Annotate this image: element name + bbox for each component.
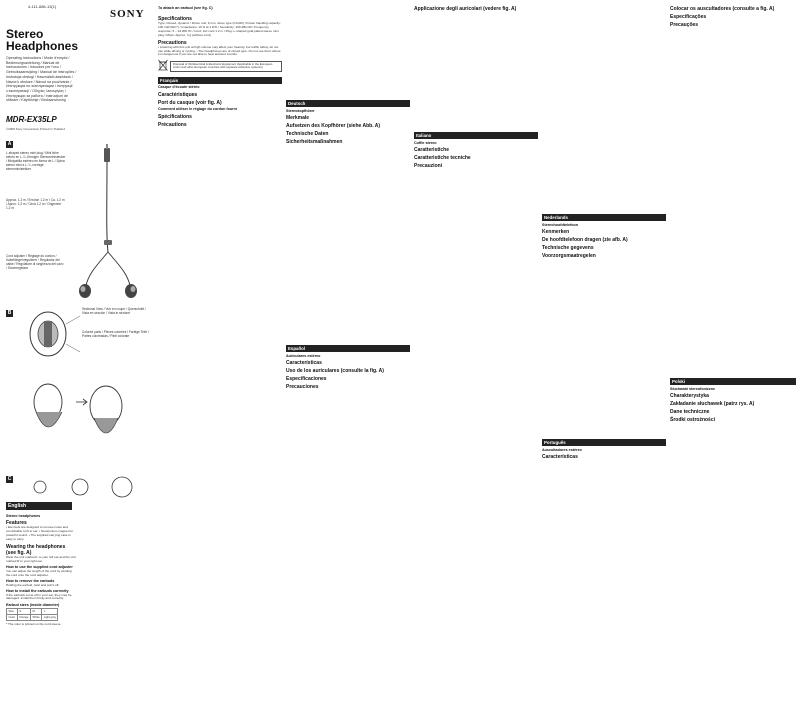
german-features-heading: Merkmale — [286, 115, 310, 122]
languages-line: instrucciones / Istruzioni per l'uso / — [6, 65, 61, 70]
spanish-precautions-heading: Precauciones — [286, 384, 319, 391]
brand-logo: SONY — [110, 8, 145, 20]
weee-notice — [158, 59, 282, 73]
dutch-features-heading: Kenmerken — [542, 229, 570, 236]
english-remove-heading: How to remove the earbuds — [6, 578, 55, 583]
text-column-3 — [286, 4, 410, 707]
italian-apply-heading: Applicazione degli auricolari (vedere fig. A) — [414, 6, 517, 12]
italian-product: Cuffie stereo — [414, 140, 437, 145]
earbud-section-illustration — [18, 304, 88, 366]
section-header-german: Deutsch — [286, 100, 410, 107]
polish-product: Słuchawki stereofoniczne — [670, 386, 716, 391]
table-cell: L — [42, 609, 58, 615]
german-product: Stereokopfhörer — [286, 108, 315, 113]
copyright: ©2008 Sony Corporation Printed in Thailand — [6, 127, 65, 131]
languages-line: Инструкции за работа / Instrucţiuni de — [6, 93, 69, 98]
dutch-wearing-heading: De hoofdtelefoon dragen (zie afb. A) — [542, 237, 628, 244]
figure-a-caption-length: Approx. 1.2 m / Environ 1,2 m / Ca. 1,2 m / Aprox. 1,2 m / Circa 1,2 m / Ongeveer 1,2 m — [6, 198, 65, 210]
spanish-spec-heading: Especificaciones — [286, 376, 327, 383]
portuguese-product: Auscultadores estéreo — [542, 447, 582, 452]
text-column-2 — [158, 4, 282, 707]
italian-spec-heading: Caratteristiche tecniche — [414, 155, 471, 162]
english-note: * The color is printed on the cord sleeve. — [6, 622, 62, 627]
english-text-column-a — [6, 512, 76, 704]
filler-line — [158, 10, 282, 14]
polish-wearing-heading: Zakładanie słuchawek (patrz rys. A) — [670, 401, 755, 408]
french-product: Casque d'écoute stéréo — [158, 85, 200, 90]
languages-line: Operating Instructions / Mode d'emploi / — [6, 56, 70, 60]
italian-precautions-heading: Precauzioni — [414, 163, 443, 170]
spec-heading: Specifications — [158, 15, 192, 22]
figure-c-badge: C — [7, 476, 12, 482]
precautions-text: • Listening with this unit at high volume may affect your hearing. For traffic safety, do not use while driving or cycling. • The headphones are of closed type. Do not use them where it is dangerous if you are not able to hear ambient sounds. — [158, 44, 281, 57]
text-column-6 — [670, 4, 796, 707]
earbud-sizes-illustration — [22, 474, 142, 500]
languages-list — [6, 56, 146, 103]
figure-b-badge: B — [7, 310, 12, 316]
portuguese-wearing-heading: Colocar os auscultadores (consulte a fig. A) — [670, 6, 775, 12]
english-install: If the earbuds come off in your ear, they may be damaged. Install them firmly and correctly. — [6, 592, 72, 601]
french-wearing-heading: Port du casque (voir fig. A) — [158, 99, 222, 106]
languages-line: Návod k obsluze / Návod na používanie / — [6, 79, 72, 84]
dutch-product: Stereohoofdtelefoon — [542, 222, 579, 227]
english-wearing: Wear the unit marked L to your left ear and the unit marked R to your right ear. — [6, 554, 76, 563]
spanish-features-heading: Características — [286, 360, 322, 367]
table-cell: White — [32, 614, 40, 619]
section-header-polish: Polski — [670, 378, 796, 385]
section-header-dutch: Nederlands — [542, 214, 666, 221]
english-product: Stereo headphones — [6, 513, 41, 518]
polish-precautions-heading: Środki ostrożności — [670, 417, 716, 424]
section-header-french: Français — [158, 77, 282, 84]
languages-line: Инструкция по эксплуатации / Інструкції — [6, 84, 73, 89]
table-cell: Color — [8, 614, 16, 619]
spanish-product: Auriculares estéreo — [286, 353, 321, 358]
languages-line: Instrukcja obsługi / Használati utasítások / — [6, 74, 73, 79]
earbud-size-table — [6, 608, 58, 621]
english-cord-heading: How to use the supplied cord adjuster — [6, 565, 73, 570]
table-cell: Light gray — [43, 614, 56, 619]
languages-line: Bedienungsanleitung / Manual de — [6, 60, 60, 65]
table-cell: Size — [7, 609, 18, 615]
text-column-4 — [414, 4, 538, 707]
table-cell: Orange — [19, 614, 29, 619]
portuguese-precautions-heading: Precauções — [670, 22, 699, 28]
german-safety-heading: Sicherheitsmaßnahmen — [286, 139, 343, 146]
headphones-illustration — [68, 144, 150, 304]
english-cord: You can adjust the length of the cord by winding the cord onto the cord adjuster. — [6, 568, 72, 577]
section-header-spanish: Español — [286, 345, 410, 352]
title-line-1: Stereo — [6, 27, 44, 41]
figure-b-caption-section: Sectional View / Vue en coupe / Querschnitt / Vista en sección / Vista in sezione — [82, 307, 146, 315]
earbud-attach-illustration — [16, 372, 146, 472]
crossed-bin-icon — [158, 59, 168, 71]
polish-features-heading: Charakterystyka — [670, 393, 709, 400]
polish-spec-heading: Dane techniczne — [670, 409, 710, 416]
languages-line: з експлуатації / Οδηγίες λειτουργίας / — [6, 88, 66, 93]
german-wearing-heading: Aufsetzen des Kopfhörer (siehe Abb. A) — [286, 123, 381, 130]
table-cell: M — [31, 609, 42, 615]
part-number: 4-111-686-13(1) — [28, 4, 57, 9]
english-table-heading: Earbud sizes (inside diameter) — [6, 602, 60, 607]
attach-earbud-heading: To attach an earbud (see fig. C) — [158, 5, 213, 10]
english-section-header: English — [6, 502, 72, 510]
french-spec-heading: Spécifications — [158, 113, 192, 120]
section-header-portuguese: Português — [542, 439, 666, 446]
spec-text: Type: Closed, dynamic / Driver unit: 9 mm, dome type (CCAW) / Power handling capacity: 100 mW (IEC*) / Impedance: 16 Ω at 1 kHz / Sensitivity: 100 dB/mW / Frequency response: 5 – 24,000 Hz / Cord: Litz cord 1.2 m / Plug: L-shaped gold-plated stereo mini plug / Mass: Approx. 3 g (without cord) — [158, 20, 281, 37]
english-install-heading: How to install the earbuds correctly — [6, 588, 69, 593]
figure-a-caption-adjuster: Cord adjuster / Réglage du cordon / Kabellängenregulierer / Regulador del cable / Regolatore di lunghezza del cavo / Snoerregelaar — [6, 254, 64, 270]
french-features-heading: Caractéristiques — [158, 91, 198, 98]
title-line-2: Headphones — [6, 39, 79, 53]
english-features-heading: Features — [6, 520, 27, 527]
figure-a-caption-plug: L-shaped stereo mini plug / Mini fiche stéréo en L / L-förmiger Stereoministecker / Minipatilla estéreo en forma de L / Spina stereo mini a L / L-vormige stereoministekker — [6, 151, 66, 171]
french-precautions-heading: Précautions — [158, 121, 187, 128]
french-cord-heading: Comment utiliser le réglage du cordon fourni — [158, 107, 237, 112]
weee-notice-text: Disposal of Old Electrical & Electronic Equipment (Applicable in the European Union and other European countries with separate collection systems) — [170, 61, 282, 72]
product-title — [6, 28, 78, 52]
precautions-heading: Precautions — [158, 39, 187, 46]
model-number: MDR-EX35LP — [6, 115, 57, 124]
table-cell: S — [17, 609, 30, 615]
dutch-spec-heading: Technische gegevens — [542, 245, 594, 252]
english-remove: Holding the earbud, twist and pull it off. — [6, 582, 60, 587]
english-features: • Ear buds are designed to remove noise and comfortable to fit in ear. • Neodymium magnet for powerful sound. • The supplied carrying case is easy to carry. — [6, 525, 74, 541]
text-column-5 — [542, 4, 666, 707]
german-spec-heading: Technische Daten — [286, 131, 329, 138]
portuguese-spec-heading: Especificações — [670, 14, 707, 20]
figure-b-caption-colored: Colored parts / Pièces colorées / Farbige Teile / Partes coloreadas / Parti colorate — [82, 330, 149, 338]
figure-a-badge: A — [7, 141, 12, 147]
english-wearing-heading: Wearing the headphones (see fig. A) — [6, 543, 66, 556]
dutch-precautions-heading: Voorzorgsmaatregelen — [542, 253, 596, 260]
languages-line: utilizare / Käyttöohje / Bruksanvisning — [6, 98, 66, 103]
spanish-wearing-heading: Uso de los auriculares (consulte la fig. A) — [286, 368, 384, 375]
languages-line: Gebruiksaanwijzing / Manual de instruções / — [6, 70, 77, 75]
cover-column — [6, 4, 154, 707]
italian-features-heading: Caratteristiche — [414, 147, 450, 154]
section-header-italian: Italiano — [414, 132, 538, 139]
portuguese-features-heading: Características — [542, 454, 578, 461]
